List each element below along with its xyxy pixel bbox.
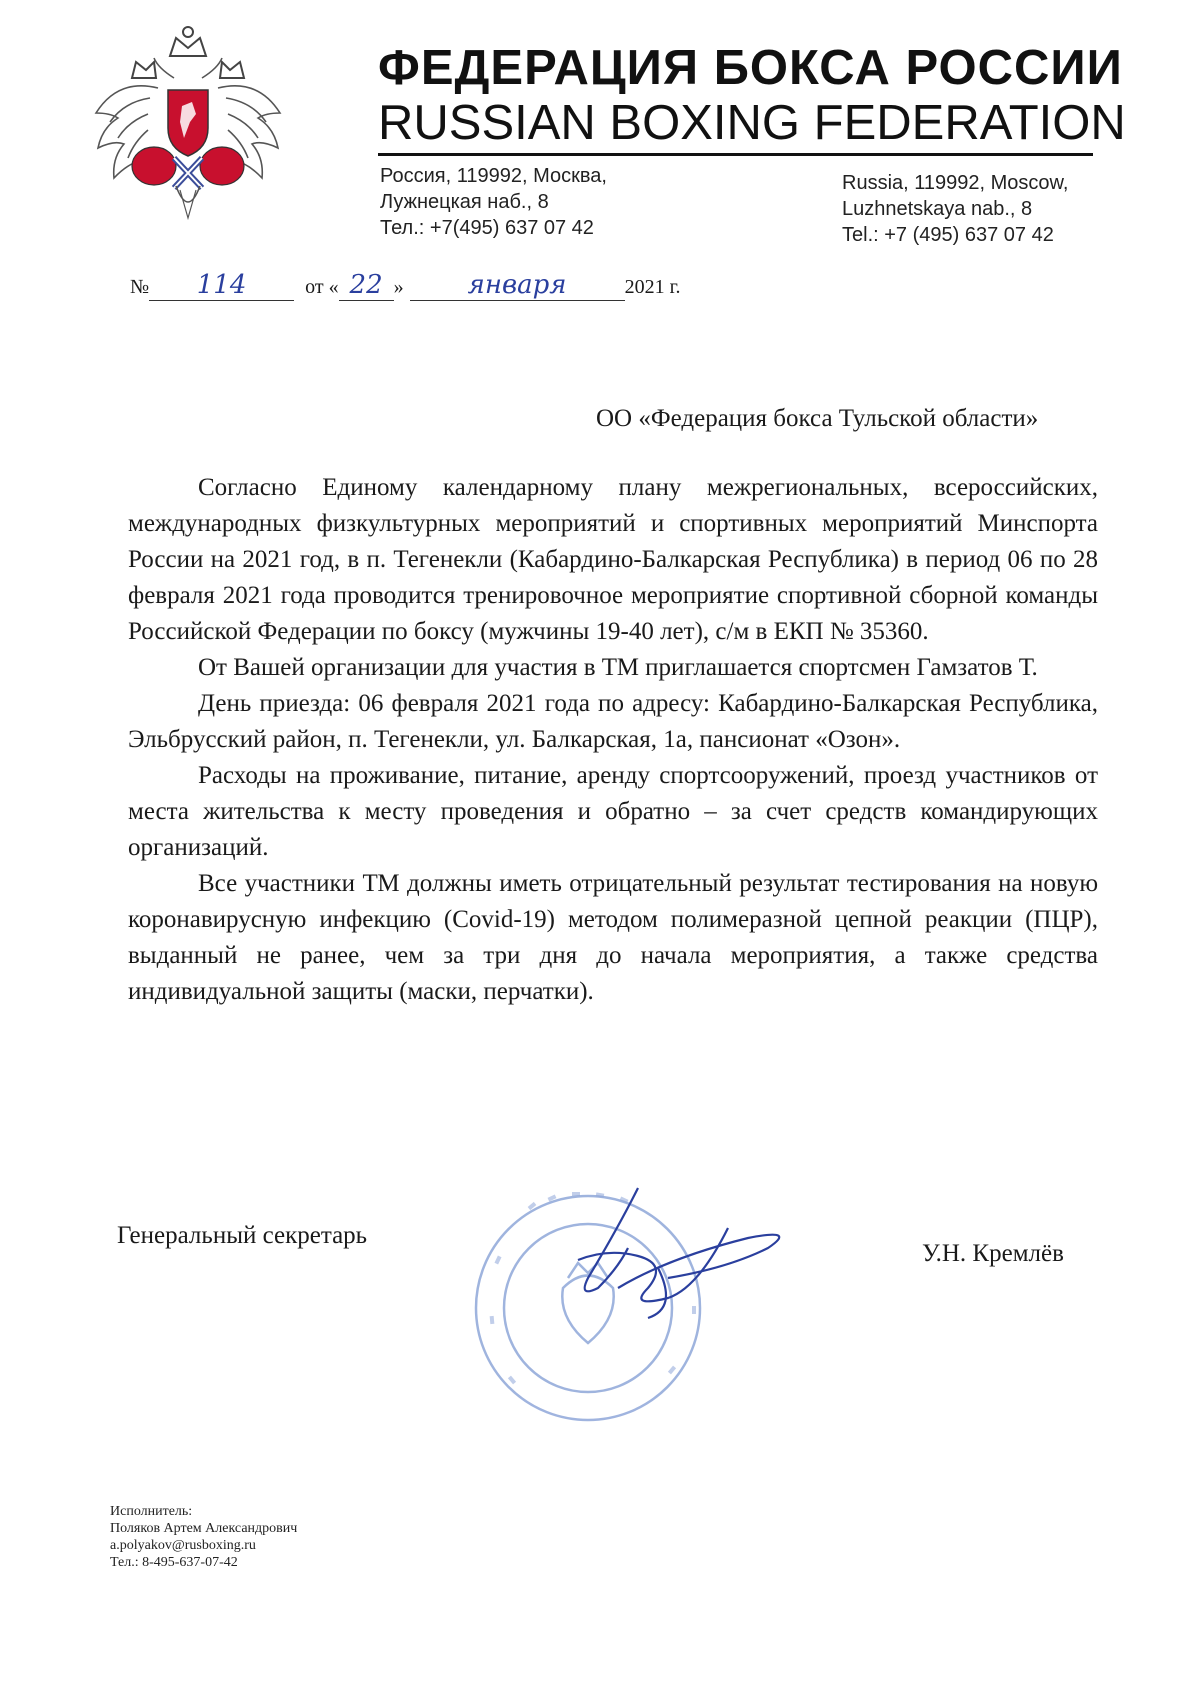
- registration-line: [130, 270, 681, 301]
- date-month: января: [467, 270, 567, 300]
- date-day-field: [339, 270, 394, 301]
- executor-email: a.polyakov@rusboxing.ru: [110, 1538, 256, 1553]
- number-value: 114: [196, 270, 247, 300]
- executor-name: Поляков Артем Александрович: [110, 1521, 298, 1536]
- org-name-en: RUSSIAN BOXING FEDERATION: [378, 96, 1126, 150]
- date-year: 2021 г.: [624, 276, 681, 298]
- address-en: [842, 170, 1068, 248]
- body-paragraph: Расходы на проживание, питание, аренду спортсооружений, проезд участников от места жительства к месту проведения и обратно – за счет средств командирующих организаций.: [128, 762, 1098, 861]
- date-day: 22: [349, 270, 383, 300]
- letter-body: [128, 470, 1098, 1010]
- recipient: ОО «Федерация бокса Тульской области»: [596, 405, 1039, 432]
- address-en-line: Tel.: +7 (495) 637 07 42: [842, 224, 1054, 246]
- date-prefix: от «: [305, 276, 339, 298]
- org-name-ru: ФЕДЕРАЦИЯ БОКСА РОССИИ: [378, 41, 1123, 95]
- signatory-position: Генеральный секретарь: [117, 1222, 368, 1249]
- executor-phone: Тел.: 8-495-637-07-42: [110, 1555, 238, 1570]
- number-field: [149, 270, 294, 301]
- header-divider: [378, 153, 1093, 156]
- address-ru-line: Тел.: +7(495) 637 07 42: [380, 217, 594, 239]
- official-stamp: [468, 1168, 828, 1438]
- body-paragraph: День приезда: 06 февраля 2021 года по адресу: Кабардино-Балкарская Республика, Эльбрусский район, п. Тегенекли, ул. Балкарская, 1а, пансионат «Озон».: [128, 690, 1098, 753]
- body-paragraph: Все участники ТМ должны иметь отрицательный результат тестирования на новую коронавирусную инфекцию (Covid-19) методом полимеразной цепной реакции (ПЦР), выданный не ранее, чем за три дня до начала мероприятия, а также средства индивидуальной защиты (маски, перчатки).: [128, 870, 1098, 1005]
- signatory-name: У.Н. Кремлёв: [922, 1240, 1064, 1267]
- address-en-line: Luzhnetskaya nab., 8: [842, 198, 1033, 220]
- number-label: №: [130, 276, 150, 298]
- date-month-field: [410, 270, 625, 301]
- date-sep: »: [393, 276, 404, 298]
- body-paragraph: Согласно Единому календарному плану межрегиональных, всероссийских, международных физкультурных мероприятий и спортивных мероприятий Минспорта России на 2021 год, в п. Тегенекли (Кабардино-Балкарская Республика) в период 06 по 28 февраля 2021 года проводится тренировочное мероприятие спортивной сборной команды Российской Федерации по боксу (мужчины 19-40 лет), с/м в ЕКП № 35360.: [128, 474, 1098, 645]
- executor-block: [110, 1503, 297, 1571]
- body-paragraph: От Вашей организации для участия в ТМ приглашается спортсмен Гамзатов Т.: [198, 654, 1038, 681]
- address-ru-line: Россия, 119992, Москва,: [380, 165, 607, 187]
- executor-label: Исполнитель:: [110, 1504, 193, 1519]
- federation-emblem: [88, 18, 288, 228]
- address-ru: [380, 163, 607, 241]
- address-en-line: Russia, 119992, Moscow,: [842, 172, 1069, 194]
- address-ru-line: Лужнецкая наб., 8: [380, 191, 549, 213]
